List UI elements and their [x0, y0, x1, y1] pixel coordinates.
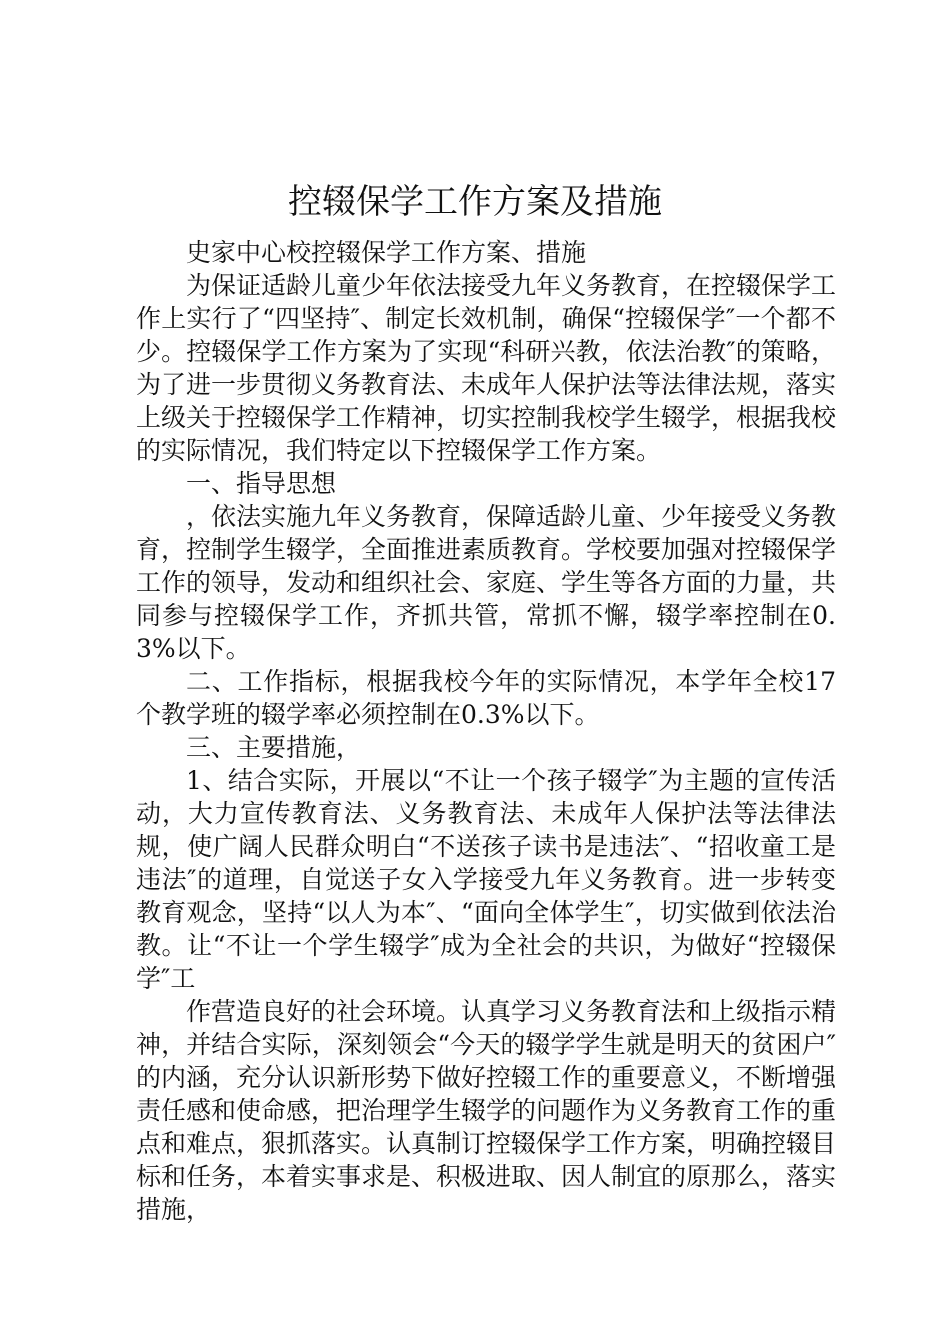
- paragraph-measure-1: 1、结合实际，开展以“不让一个孩子辍学″为主题的宣传活动，大力宣传教育法、义务教育法、未成年人保护法等法律法规，使广阔人民群众明白“不送孩子读书是违法″、“招收童工是违法″的道理，自觉送子女入学接受九年义务教育。进一步转变教育观念，坚持“以人为本″、“面向全体学生″，切实做到依法治教。让“不让一个学生辍学″成为全社会的共识，为做好“控辍保学″工: [136, 766, 836, 993]
- paragraph-intro: 为保证适龄儿童少年依法接受九年义务教育，在控辍保学工作上实行了“四坚持″、制定长效机制，确保“控辍保学″一个都不少。控辍保学工作方案为了实现“科研兴教，依法治教″的策略，为了进一步贯彻义务教育法、未成年人保护法等法律法规，落实上级关于控辍保学工作精神，切实控制我校学生辍学，根据我校的实际情况，我们特定以下控辍保学工作方案。: [136, 271, 837, 465]
- section-heading-main-measures: 三、主要措施，: [186, 733, 362, 762]
- paragraph-measure-1-continued: 作营造良好的社会环境。认真学习义务教育法和上级指示精神，并结合实际，深刻领会“今天的辍学学生就是明天的贫困户″的内涵，充分认识新形势下做好控辍工作的重要意义，不断增强责任感和使命感，把治理学生辍学的问题作为义务教育工作的重点和难点，狠抓落实。认真制订控辍保学工作方案，明确控辍目标和任务，本着实事求是、积极进取、因人制宜的原那么，落实措施，: [136, 997, 837, 1224]
- document-title: 控辍保学工作方案及措施: [288, 182, 662, 222]
- paragraph-school-heading: 史家中心校控辍保学工作方案、措施: [186, 238, 587, 267]
- section-heading-guiding-ideology: 一、指导思想: [186, 469, 337, 498]
- paragraph-guiding-ideology: ，依法实施九年义务教育，保障适龄儿童、少年接受义务教育，控制学生辍学，全面推进素质教育。学校要加强对控辍保学工作的领导，发动和组织社会、家庭、学生等各方面的力量，共同参与控辍保学工作，齐抓共管，常抓不懈，辍学率控制在0.3%以下。: [136, 502, 837, 663]
- document-body: [136, 236, 836, 1226]
- paragraph-work-targets: 二、工作指标，根据我校今年的实际情况，本学年全校17个教学班的辍学率必须控制在0.3%以下。: [136, 667, 836, 729]
